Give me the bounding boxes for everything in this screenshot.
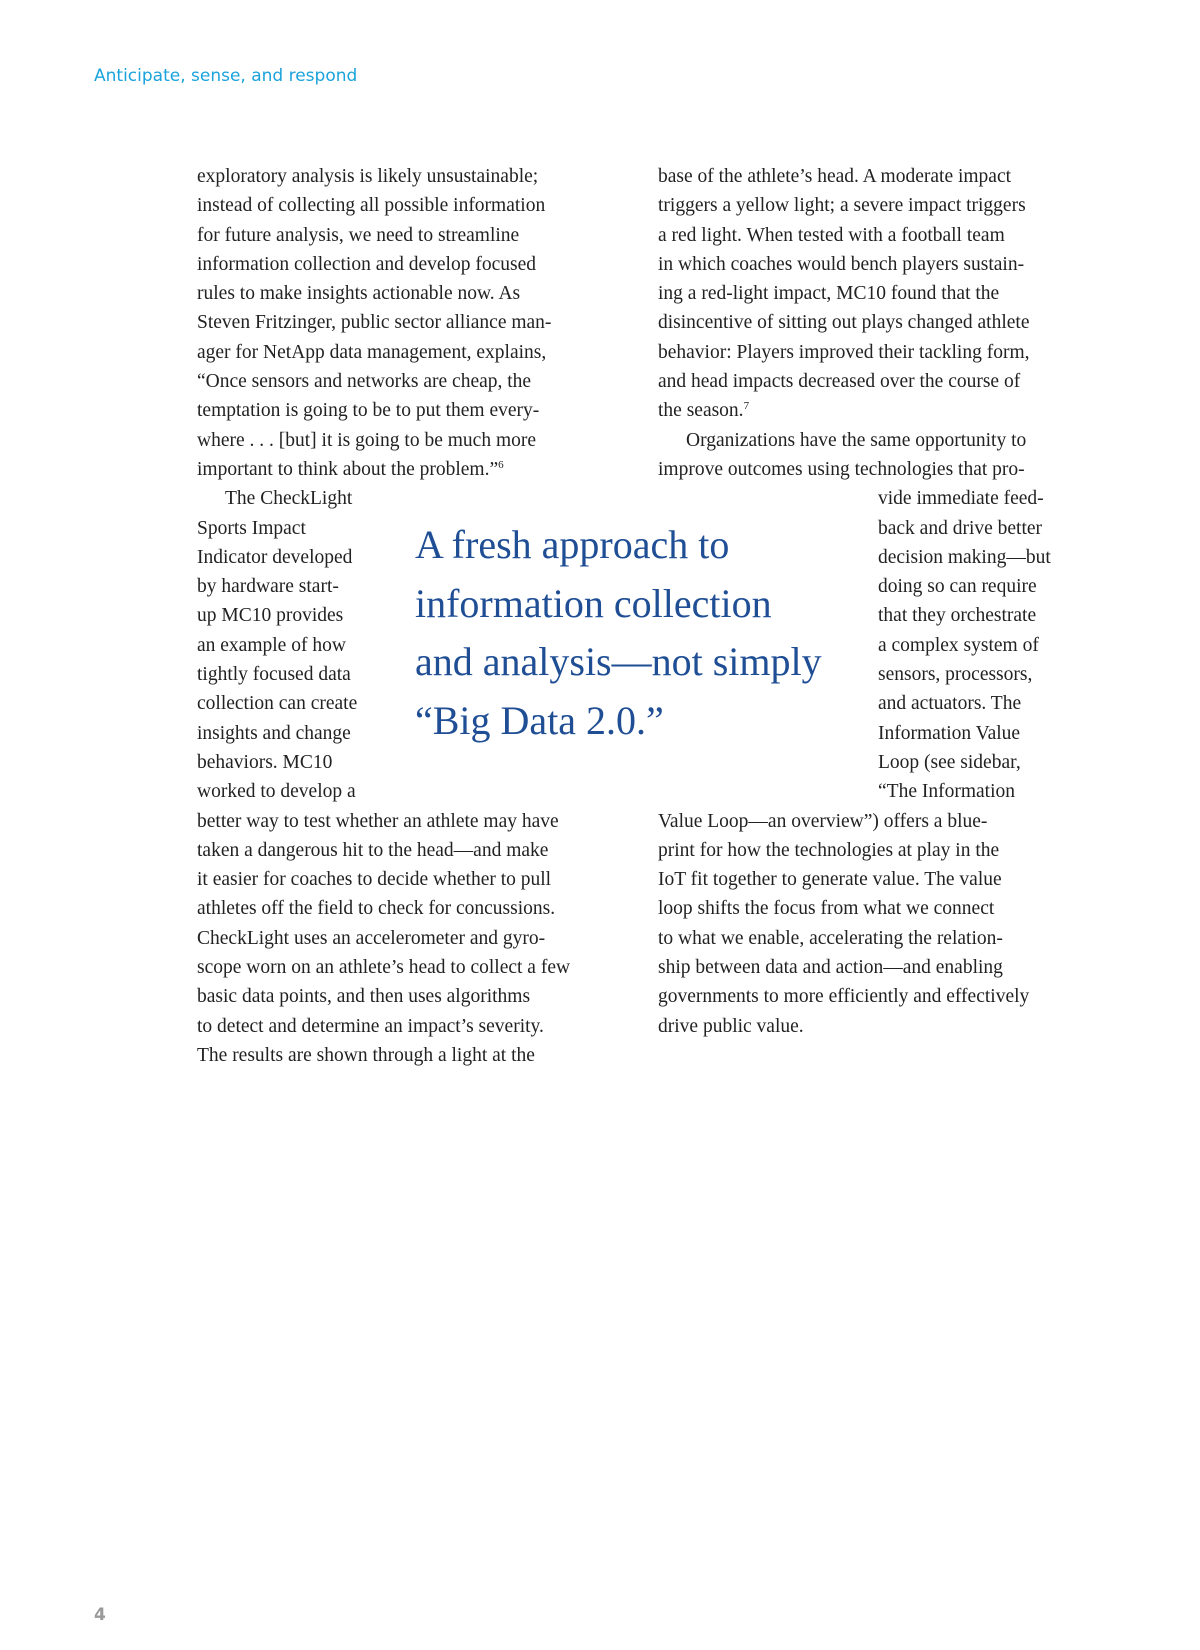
text-line: Sports Impact bbox=[197, 517, 306, 539]
text-line: collection can create bbox=[197, 693, 358, 715]
text-line: The results are shown through a light at the bbox=[197, 1044, 535, 1066]
text-line: Loop (see sidebar, bbox=[878, 751, 1021, 773]
text-line: in which coaches would bench players sustain- bbox=[658, 253, 1025, 275]
text-line: loop shifts the focus from what we connect bbox=[658, 898, 995, 920]
text-line: it easier for coaches to decide whether to pull bbox=[197, 869, 552, 891]
text-line-content: the season. bbox=[658, 400, 744, 422]
running-head-title: Anticipate, sense, and respond bbox=[94, 66, 358, 86]
right-paragraph-1 bbox=[658, 162, 1078, 426]
text-line: back and drive better bbox=[878, 517, 1043, 539]
text-line: scope worn on an athlete’s head to collect a few bbox=[197, 957, 571, 979]
text-line: up MC10 provides bbox=[197, 605, 344, 627]
pull-quote-line: and analysis—not simply bbox=[415, 639, 822, 684]
text-line: an example of how bbox=[197, 634, 346, 656]
text-line: where . . . [but] it is going to be much more bbox=[197, 429, 537, 451]
text-line: that they orchestrate bbox=[878, 605, 1037, 627]
text-line: ship between data and action—and enabling bbox=[658, 957, 1003, 979]
text-line: “Once sensors and networks are cheap, the bbox=[197, 371, 532, 393]
text-line: improve outcomes using technologies that pro- bbox=[658, 458, 1025, 480]
text-line: Organizations have the same opportunity to bbox=[686, 429, 1027, 451]
text-line: a complex system of bbox=[878, 634, 1039, 656]
text-line: better way to test whether an athlete may have bbox=[197, 810, 559, 832]
text-line: Value Loop—an overview”) offers a blue- bbox=[658, 810, 988, 832]
text-line: by hardware start- bbox=[197, 576, 339, 598]
text-line: worked to develop a bbox=[197, 781, 356, 803]
text-line: behavior: Players improved their tackling form, bbox=[658, 341, 1030, 363]
text-line bbox=[197, 455, 607, 484]
text-line: The CheckLight bbox=[225, 488, 353, 510]
text-line: for future analysis, we need to streamline bbox=[197, 224, 520, 246]
text-line: Information Value bbox=[878, 722, 1021, 744]
text-line: CheckLight uses an accelerometer and gyro- bbox=[197, 927, 546, 949]
text-line: information collection and develop focused bbox=[197, 253, 536, 275]
text-line: exploratory analysis is likely unsustainable; bbox=[197, 166, 539, 187]
pull-quote bbox=[415, 516, 835, 750]
text-line-content: important to think about the problem.” bbox=[197, 458, 499, 480]
text-line: governments to more efficiently and effectively bbox=[658, 986, 1030, 1008]
text-line: a red light. When tested with a football team bbox=[658, 224, 1005, 246]
text-line: disincentive of sitting out plays changed athlete bbox=[658, 312, 1030, 334]
footnote-marker: 7 bbox=[743, 400, 750, 413]
text-line: print for how the technologies at play in the bbox=[658, 839, 1000, 861]
text-line: athletes off the field to check for concussions. bbox=[197, 898, 556, 920]
left-paragraph-1 bbox=[197, 162, 607, 484]
text-line: IoT fit together to generate value. The value bbox=[658, 869, 1002, 891]
pull-quote-line: “Big Data 2.0.” bbox=[415, 697, 664, 743]
text-line: Steven Fritzinger, public sector alliance man- bbox=[197, 312, 552, 334]
text-line: doing so can require bbox=[878, 576, 1037, 598]
text-line: “The Information bbox=[878, 781, 1015, 803]
text-line: base of the athlete’s head. A moderate impact bbox=[658, 166, 1012, 187]
text-line: instead of collecting all possible information bbox=[197, 195, 546, 217]
text-line: vide immediate feed- bbox=[878, 488, 1044, 510]
text-line: taken a dangerous hit to the head—and make bbox=[197, 839, 549, 861]
text-line: Indicator developed bbox=[197, 546, 353, 568]
footnote-marker: 6 bbox=[498, 458, 504, 471]
text-line: to detect and determine an impact’s severity. bbox=[197, 1015, 544, 1037]
pull-quote-line: A fresh approach to bbox=[415, 522, 730, 567]
text-line: behaviors. MC10 bbox=[197, 751, 333, 773]
text-line: and head impacts decreased over the course of bbox=[658, 371, 1021, 393]
text-line: tightly focused data bbox=[197, 664, 351, 686]
text-line: and actuators. The bbox=[878, 693, 1022, 715]
text-line: insights and change bbox=[197, 722, 351, 744]
page-number: 4 bbox=[94, 1605, 106, 1625]
text-line: rules to make insights actionable now. As bbox=[197, 283, 521, 305]
text-line: basic data points, and then uses algorithms bbox=[197, 986, 531, 1008]
text-line: sensors, processors, bbox=[878, 664, 1033, 686]
text-line: drive public value. bbox=[658, 1015, 804, 1037]
text-line: ing a red-light impact, MC10 found that the bbox=[658, 283, 1000, 305]
text-line: triggers a yellow light; a severe impact triggers bbox=[658, 195, 1026, 217]
pull-quote-line: information collection bbox=[415, 580, 772, 626]
text-line bbox=[658, 396, 1078, 425]
text-line: temptation is going to be to put them every- bbox=[197, 400, 540, 422]
text-line: decision making—but bbox=[878, 546, 1051, 568]
text-line: ager for NetApp data management, explains, bbox=[197, 341, 547, 363]
text-line: to what we enable, accelerating the relation- bbox=[658, 927, 1003, 949]
